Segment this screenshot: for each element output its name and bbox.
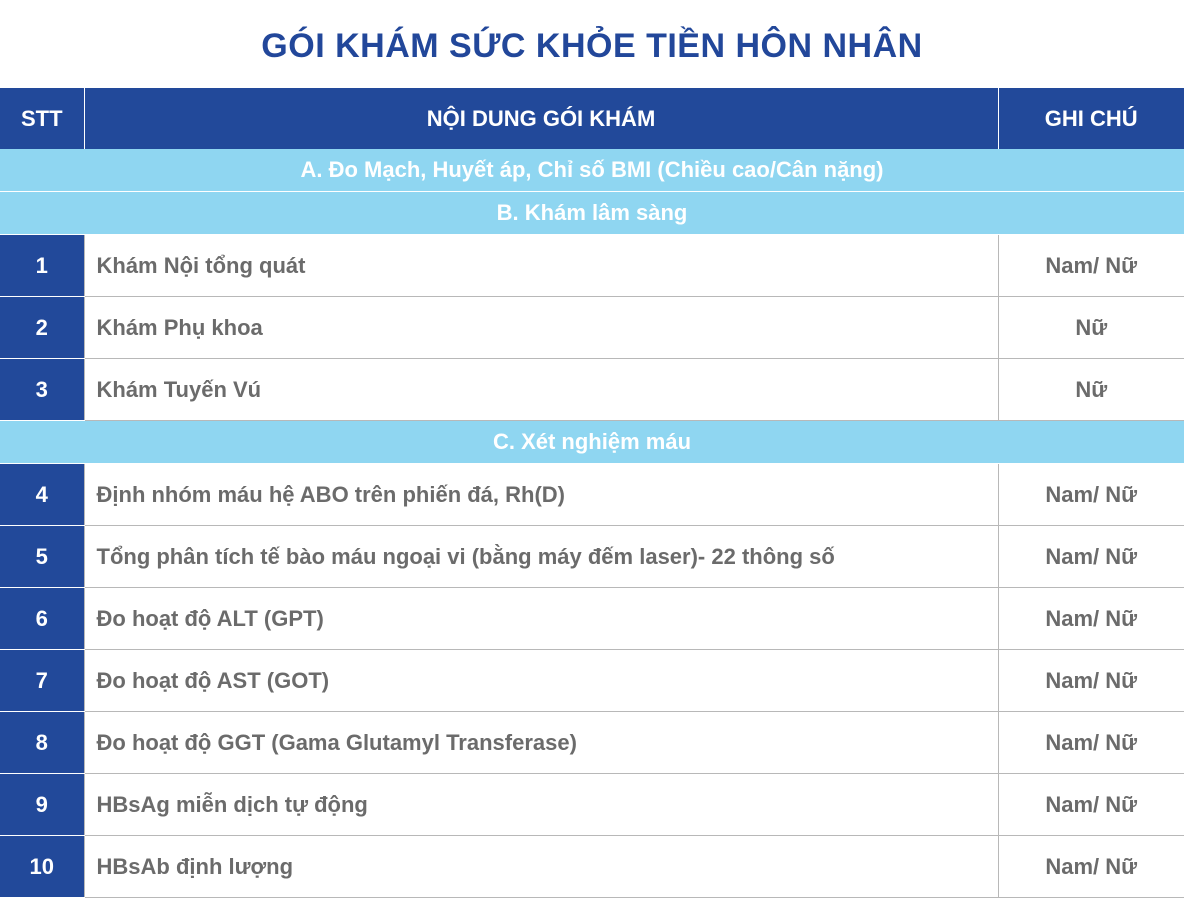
table-row (0, 588, 1184, 650)
table-row (0, 526, 1184, 588)
row-content: HBsAg miễn dịch tự động (84, 774, 998, 836)
table-row (0, 836, 1184, 898)
row-note: Nam/ Nữ (998, 774, 1184, 836)
section-title-b: B. Khám lâm sàng (0, 192, 1184, 235)
table-row (0, 712, 1184, 774)
row-note: Nam/ Nữ (998, 235, 1184, 297)
exam-package-table (0, 88, 1184, 898)
row-content: HBsAb định lượng (84, 836, 998, 898)
page-title: GÓI KHÁM SỨC KHỎE TIỀN HÔN NHÂN (261, 26, 923, 65)
table-row (0, 464, 1184, 526)
row-note: Nam/ Nữ (998, 836, 1184, 898)
table-row (0, 297, 1184, 359)
row-stt: 7 (0, 650, 84, 712)
row-content: Khám Nội tổng quát (84, 235, 998, 297)
row-content: Khám Tuyến Vú (84, 359, 998, 421)
row-stt: 2 (0, 297, 84, 359)
section-title-c: C. Xét nghiệm máu (0, 421, 1184, 464)
row-stt: 10 (0, 836, 84, 898)
table-row (0, 235, 1184, 297)
row-note: Nam/ Nữ (998, 650, 1184, 712)
row-note: Nữ (998, 297, 1184, 359)
table-row (0, 774, 1184, 836)
table-row (0, 650, 1184, 712)
row-stt: 1 (0, 235, 84, 297)
row-stt: 8 (0, 712, 84, 774)
row-content: Đo hoạt độ ALT (GPT) (84, 588, 998, 650)
header-stt: STT (0, 88, 84, 149)
header-content: NỘI DUNG GÓI KHÁM (84, 88, 998, 149)
row-stt: 3 (0, 359, 84, 421)
row-note: Nam/ Nữ (998, 712, 1184, 774)
section-title-a: A. Đo Mạch, Huyết áp, Chỉ số BMI (Chiều cao/Cân nặng) (0, 149, 1184, 192)
section-row-c (0, 421, 1184, 464)
row-content: Định nhóm máu hệ ABO trên phiến đá, Rh(D) (84, 464, 998, 526)
table-row (0, 359, 1184, 421)
row-content: Khám Phụ khoa (84, 297, 998, 359)
row-stt: 9 (0, 774, 84, 836)
row-stt: 6 (0, 588, 84, 650)
header-note: GHI CHÚ (998, 88, 1184, 149)
row-note: Nam/ Nữ (998, 526, 1184, 588)
row-stt: 5 (0, 526, 84, 588)
table-header-row (0, 88, 1184, 149)
row-note: Nam/ Nữ (998, 464, 1184, 526)
row-note: Nam/ Nữ (998, 588, 1184, 650)
row-content: Đo hoạt độ AST (GOT) (84, 650, 998, 712)
row-stt: 4 (0, 464, 84, 526)
row-content: Tổng phân tích tế bào máu ngoại vi (bằng máy đếm laser)- 22 thông số (84, 526, 998, 588)
row-note: Nữ (998, 359, 1184, 421)
section-row-b (0, 192, 1184, 235)
row-content: Đo hoạt độ GGT (Gama Glutamyl Transferase) (84, 712, 998, 774)
section-row-a (0, 149, 1184, 192)
